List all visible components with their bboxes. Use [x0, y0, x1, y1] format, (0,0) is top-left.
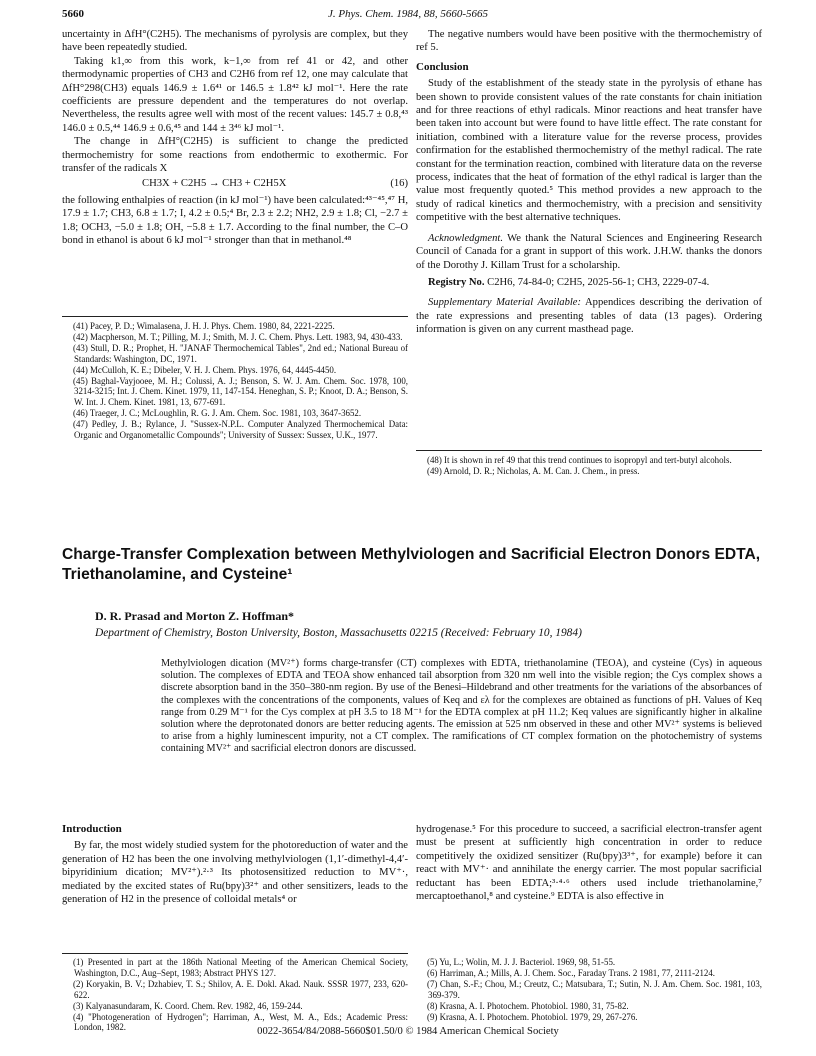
supplementary [416, 296, 762, 336]
footnote: (1) Presented in part at the 186th National Meeting of the American Chemical Society, Washington, D.C., Aug–Sept, 1983; Abstract PHYS 127. [73, 957, 408, 978]
conclusion-heading: Conclusion [416, 60, 469, 73]
footnote: (9) Krasna, A. I. Photochem. Photobiol. 1979, 29, 267-276. [427, 1011, 638, 1022]
footnote: (45) Baghal-Vayjooee, M. H.; Colussi, A. J.; Benson, S. W. J. Am. Chem. Soc. 1978, 100, 3214-3215; Int. J. Chem. Kinet. 1979, 11, 147-154. Heneghan, S. P.; Knoot, D. A.; Benson, S. W. Int. J. Chem. Kinet. 1981, 13, 677-691. [73, 375, 408, 408]
left-column-top [62, 28, 408, 248]
registry-label: Registry No. [428, 276, 485, 288]
paragraph: The negative numbers would have been positive with the thermochemistry of ref 5. [416, 29, 762, 54]
article-affiliation: Department of Chemistry, Boston University, Boston, Massachusetts 02215 (Received: February 10, 1984) [95, 627, 582, 639]
conclusion-paragraph: Study of the establishment of the steady state in the pyrolysis of ethane has been shown to provide consistent values of the rate constants for chain initiation and for three reactions of ethyl radicals. Minor reactions and heat transfer have been taken into account but were found to have little effect. The rate constant for initiation, combined with a literature value for the reverse process, provides confirmation for the established thermochemistry of the methyl radical. The rate constant for the termination reaction, combined with literature data on the reverse process, indicates that the heat of formation of the ethyl radical is larger than the value most frequently quoted.⁵ This method provides a new approach to the study of radical kinetics and thermochemistry, with a precision and sensitivity competitive with the best alternative techniques. [416, 78, 762, 224]
equation-number: (16) [390, 178, 408, 190]
footnote: (6) Harriman, A.; Mills, A. J. Chem. Soc., Faraday Trans. 2 1981, 77, 2111-2124. [427, 967, 716, 978]
equation: CH3X + C2H5 → CH3 + C2H5X [142, 178, 287, 190]
acknowledgment [416, 232, 762, 272]
footnote: (2) Koryakin, B. V.; Dzhabiev, T. S.; Shilov, A. E. Dokl. Akad. Nauk. SSSR 1977, 233, 620-622. [73, 978, 408, 1000]
footnote-divider [62, 953, 408, 954]
footnote-divider [62, 316, 408, 317]
footnote: (41) Pacey, P. D.; Wimalasena, J. H. J. Phys. Chem. 1980, 84, 2221-2225. [73, 321, 335, 331]
journal-header: J. Phys. Chem. 1984, 88, 5660-5665 [327, 8, 489, 20]
footnote: (47) Pedley, J. B.; Rylance, J. "Sussex-N.P.L. Computer Analyzed Thermochemical Data: Organic and Organometallic Compounds"; University of Sussex: Sussex, U.K., 1977. [73, 419, 408, 441]
acknowledgment-label: Acknowledgment. [428, 232, 504, 244]
footnote: (48) It is shown in ref 49 that this trend continues to isopropyl and tert-butyl alcohols. [427, 455, 732, 465]
footnote: (5) Yu, L.; Wolin, M. J. J. Bacteriol. 1969, 98, 51-55. [427, 957, 616, 967]
footnote-divider [416, 450, 762, 451]
paragraph: The change in ΔfH°(C2H5) is sufficient to change the predicted thermochemistry for some reactions from endothermic to exothermic. For transfer of the radicals X [62, 136, 408, 175]
footnote: (46) Traeger, J. C.; McLoughlin, R. G. J. Am. Chem. Soc. 1981, 103, 3647-3652. [73, 408, 362, 419]
footnote: (43) Stull, D. R.; Prophet, H. "JANAF Thermochemical Tables", 2nd ed.; National Bureau of Standards: Washington, DC, 1971. [73, 342, 408, 364]
page-number: 5660 [62, 8, 84, 20]
article-title: Charge-Transfer Complexation between Methylviologen and Sacrificial Electron Donors EDTA, Triethanolamine, and Cysteine¹ [62, 546, 761, 583]
footnote: (42) Macpherson, M. T.; Pilling, M. J.; Smith, M. J. C. Chem. Phys. Lett. 1983, 94, 430-433. [73, 331, 403, 342]
bottom-left-footnotes [62, 957, 408, 1033]
intro-right-column [416, 823, 762, 903]
article-abstract: Methylviologen dication (MV²⁺) forms charge-transfer (CT) complexes with EDTA, triethanolamine (TEOA), and cysteine (Cys) in aqueous solution. The complexes of EDTA and TEOA show enhanced tail absorption from 320 nm well into the visible region; the Cys complex shows a discrete absorption band in the 350–380-nm region. By use of the Benesi–Hildebrand and other treatments for the variations of the absorbances of the complexes with the concentrations of the components, values of Keq and ελ for the complexes are obtained as functions of pH. Values of Keq range from 0.29 M⁻¹ for the Cys complex at pH 3.5 to 18 M⁻¹ for the EDTA complex at pH 11.2; Keq values are significantly higher in alkaline solution where the deprotonated donors are better reducing agents. The emission at 525 nm observed in these and other MV²⁺ systems is believed to arise from a highly luminescent impurity, not a CT complex. The ramifications of CT complex formation on the photochemistry of systems containing MV²⁺ and sacrificial electron donors are discussed. [161, 658, 762, 755]
paragraph: Taking k1,∞ from this work, k−1,∞ from ref 41 or 42, and other thermodynamic properties of CH3 and C2H6 from ref 12, one may calculate that ΔfH°298(CH3) equals 146.9 ± 1.6⁴¹ or 146.5 ± 1.8⁴² kJ mol⁻¹. Here the rate coefficients are pressure dependent and the temperatures do not overlap. Nevertheless, the results agree well with most of the recent values: 145.7 ± 0.8,⁴³ 146.0 ± 0.5,⁴⁴ 146.9 ± 0.6,⁴⁵ and 144 ± 3⁴⁶ kJ mol⁻¹. [62, 55, 408, 134]
footnote: (3) Kalyanasundaram, K. Coord. Chem. Rev. 1982, 46, 159-244. [73, 1000, 303, 1011]
article-authors: D. R. Prasad and Morton Z. Hoffman* [95, 609, 295, 623]
intro-paragraph: By far, the most widely studied system for the photoreduction of water and the generation of H2 has been the one involving methylviologen (1,1′-dimethyl-4,4′-bipyridinium dication; MV²⁺).²·³ Its photosensitized reduction to MV⁺·, mediated by the excited states of Ru(bpy)3²⁺ and other sensitizers, leads to the generation of H2 in the presence of colloidal metals⁴ or [62, 840, 408, 906]
right-column-top [416, 28, 762, 337]
registry-text: C2H6, 74-84-0; C2H5, 2025-56-1; CH3, 2229-07-4. [487, 276, 710, 288]
bottom-right-footnotes [416, 957, 762, 1022]
intro-paragraph-continued: hydrogenase.⁵ For this procedure to succeed, a sacrificial electron-transfer agent must be present at sufficiently high concentration in order to reduce competitively the oxidized sensitizer (Ru(bpy)3³⁺, for example) before it can react with MV⁺· and annihilate the energy carrier. The most popular sacrificial reductant has been EDTA;³·⁴·⁶ others used include triethanolamine,⁷ mercaptoethanol,⁸ and cysteine.⁹ EDTA is also effective in [416, 824, 762, 903]
footnote: (4) "Photogeneration of Hydrogen"; Harriman, A., West, M. A., Eds.; Academic Press: London, 1982. [73, 1011, 408, 1033]
copyright-footer: 0022-3654/84/2088-5660$01.50/0 © 1984 American Chemical Society [257, 1026, 559, 1037]
footnote: (8) Krasna, A. I. Photochem. Photobiol. 1980, 31, 75-82. [427, 1000, 629, 1011]
footnote: (49) Arnold, D. R.; Nicholas, A. M. Can. J. Chem., in press. [427, 465, 640, 476]
registry [416, 276, 762, 289]
footnote: (7) Chan, S.-F.; Chou, M.; Creutz, C.; Matsubara, T.; Sutin, N. J. Am. Chem. Soc. 1981, 103, 369-379. [427, 978, 762, 1000]
introduction-heading: Introduction [62, 823, 122, 835]
supplementary-label: Supplementary Material Available: [428, 297, 582, 309]
left-footnotes [62, 321, 408, 441]
paragraph: uncertainty in ΔfH°(C2H5). The mechanisms of pyrolysis are complex, but they have been repeatedly studied. [62, 29, 408, 54]
paragraph: the following enthalpies of reaction (in kJ mol⁻¹) have been calculated:⁴³⁻⁴⁵,⁴⁷ H, 17.9 ± 1.7; CH3, 6.8 ± 1.7; I, 4.2 ± 0.5;⁴ Br, 2.3 ± 2.2; NH2, 2.9 ± 1.8; Cl, −2.7 ± 1.8; OCH3, −5.0 ± 1.8; OH, −5.8 ± 1.7. According to the final number, the C–O bond in ethanol is about 6 kJ mol⁻¹ stronger than that in methanol.⁴⁸ [62, 194, 408, 247]
acknowledgment-text: We thank the Natural Sciences and Engineering Research Council of Canada for a grant in support of this work. J.H.W. thanks the donors of the Dorothy J. Killam Trust for a scholarship. [416, 232, 762, 271]
equation-16 [62, 177, 408, 190]
supplementary-text: Appendices describing the derivation of the rate expressions and presenting tables of data (13 pages). Ordering information is given on any current masthead page. [416, 297, 762, 336]
intro-left-column [62, 823, 408, 906]
right-footnotes [416, 455, 762, 477]
footnote: (44) McCulloh, K. E.; Dibeler, V. H. J. Chem. Phys. 1976, 64, 4445-4450. [73, 364, 337, 375]
